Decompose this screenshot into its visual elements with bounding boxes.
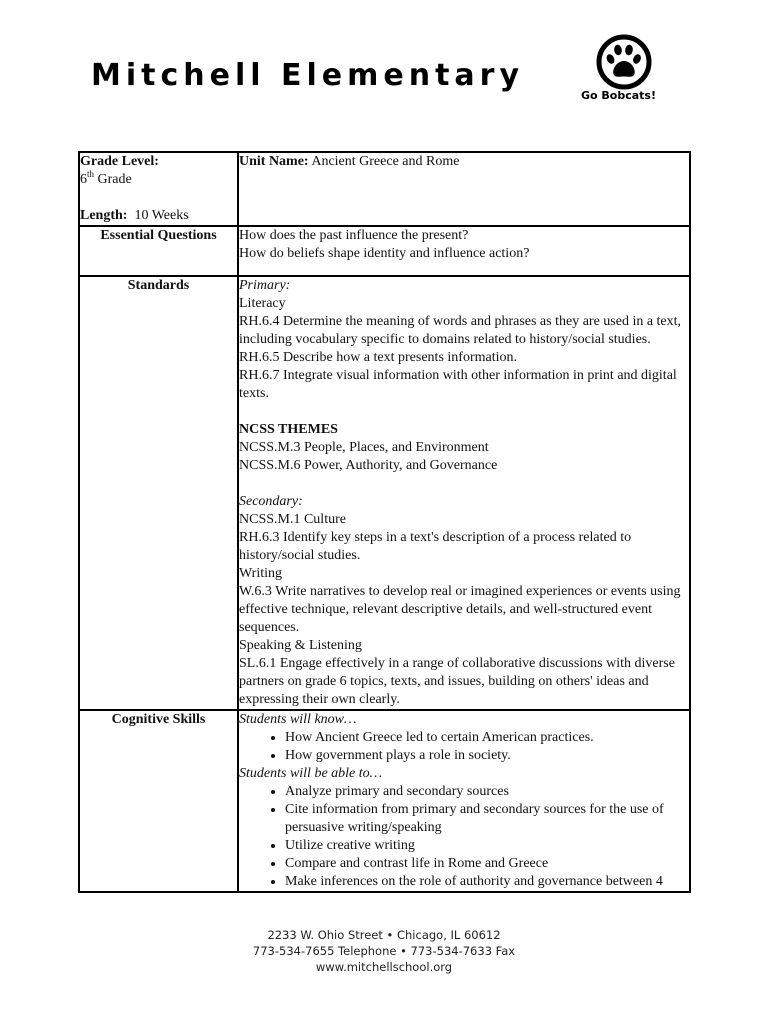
essential-question: How does the past influence the present? (239, 228, 469, 243)
grade-length-cell (79, 152, 238, 226)
cognitive-skills-label: Cognitive Skills (79, 710, 238, 892)
cognitive-skills-cell (238, 710, 690, 892)
know-heading: Students will know… (239, 712, 357, 727)
list-item: • Analyze primary and secondary sources (285, 783, 689, 801)
ncss-heading: NCSS THEMES (239, 422, 338, 437)
standard-item: NCSS.M.1 Culture (239, 512, 346, 527)
standards-label: Standards (79, 276, 238, 710)
standards-cell (238, 276, 690, 710)
unit-name-cell (238, 152, 690, 226)
list-item: • How Ancient Greece led to certain American practices. (285, 729, 689, 747)
standard-item: RH.6.5 Describe how a text presents information. (239, 350, 517, 365)
writing-heading: Writing (239, 566, 282, 581)
standard-item: RH.6.3 Identify key steps in a text's description of a process related to history/social studies. (239, 530, 632, 563)
primary-heading: Primary: (239, 278, 291, 293)
literacy-heading: Literacy (239, 296, 286, 311)
essential-questions-row (79, 226, 690, 276)
unit-plan-table (78, 151, 691, 893)
footer-phones: 773-534-7655 Telephone • 773-534-7633 Fax (252, 944, 516, 958)
standard-item: NCSS.M.3 People, Places, and Environment (239, 440, 489, 455)
footer-website[interactable]: www.mitchellschool.org (315, 960, 453, 974)
essential-questions-label: Essential Questions (79, 226, 238, 276)
list-item: • How government plays a role in society. (285, 747, 689, 765)
standards-row (79, 276, 690, 710)
grade-level-label: Grade Level: (80, 154, 159, 169)
speaking-heading: Speaking & Listening (239, 638, 362, 653)
able-heading: Students will be able to… (239, 766, 383, 781)
unit-name-label: Unit Name: (239, 154, 309, 169)
standard-item: RH.6.4 Determine the meaning of words and phrases as they are used in a text, including vocabulary specific to domains related to history/social studies. (239, 314, 682, 347)
standard-item: NCSS.M.6 Power, Authority, and Governance (239, 458, 498, 473)
slogan: Go Bobcats! (581, 89, 656, 102)
list-item: • Cite information from primary and secondary sources for the use of persuasive writing/speaking (285, 801, 689, 837)
standard-item: W.6.3 Write narratives to develop real or imagined experiences or events using effective technique, relevant descriptive details, and well-structured event sequences. (239, 584, 681, 635)
length-line (80, 207, 237, 225)
length-label: Length: (80, 208, 128, 223)
cognitive-skills-row (79, 710, 690, 892)
list-item: • Make inferences on the role of authority and governance between 4 (285, 873, 689, 891)
standard-item: SL.6.1 Engage effectively in a range of collaborative discussions with diverse partners on grade 6 topics, texts, and issues, building on others' ideas and expressing their own clearly. (239, 656, 675, 707)
unit-name-value: Ancient Greece and Rome (311, 154, 460, 169)
school-name: Mitchell Elementary (91, 58, 524, 93)
footer (0, 927, 768, 975)
footer-address: 2233 W. Ohio Street • Chicago, IL 60612 (267, 928, 501, 942)
standard-item: RH.6.7 Integrate visual information with other information in print and digital texts. (239, 368, 677, 401)
able-list (239, 783, 689, 891)
list-item: • Utilize creative writing (285, 837, 689, 855)
unit-info-row (79, 152, 690, 226)
paw-print-icon (596, 34, 652, 90)
know-list (239, 729, 689, 765)
length-value: 10 Weeks (134, 208, 189, 223)
essential-question: How do beliefs shape identity and influence action? (239, 246, 530, 261)
essential-questions-cell (238, 226, 690, 276)
secondary-heading: Secondary: (239, 494, 303, 509)
grade-level-value: 6th Grade (80, 169, 132, 187)
list-item: • Compare and contrast life in Rome and Greece (285, 855, 689, 873)
